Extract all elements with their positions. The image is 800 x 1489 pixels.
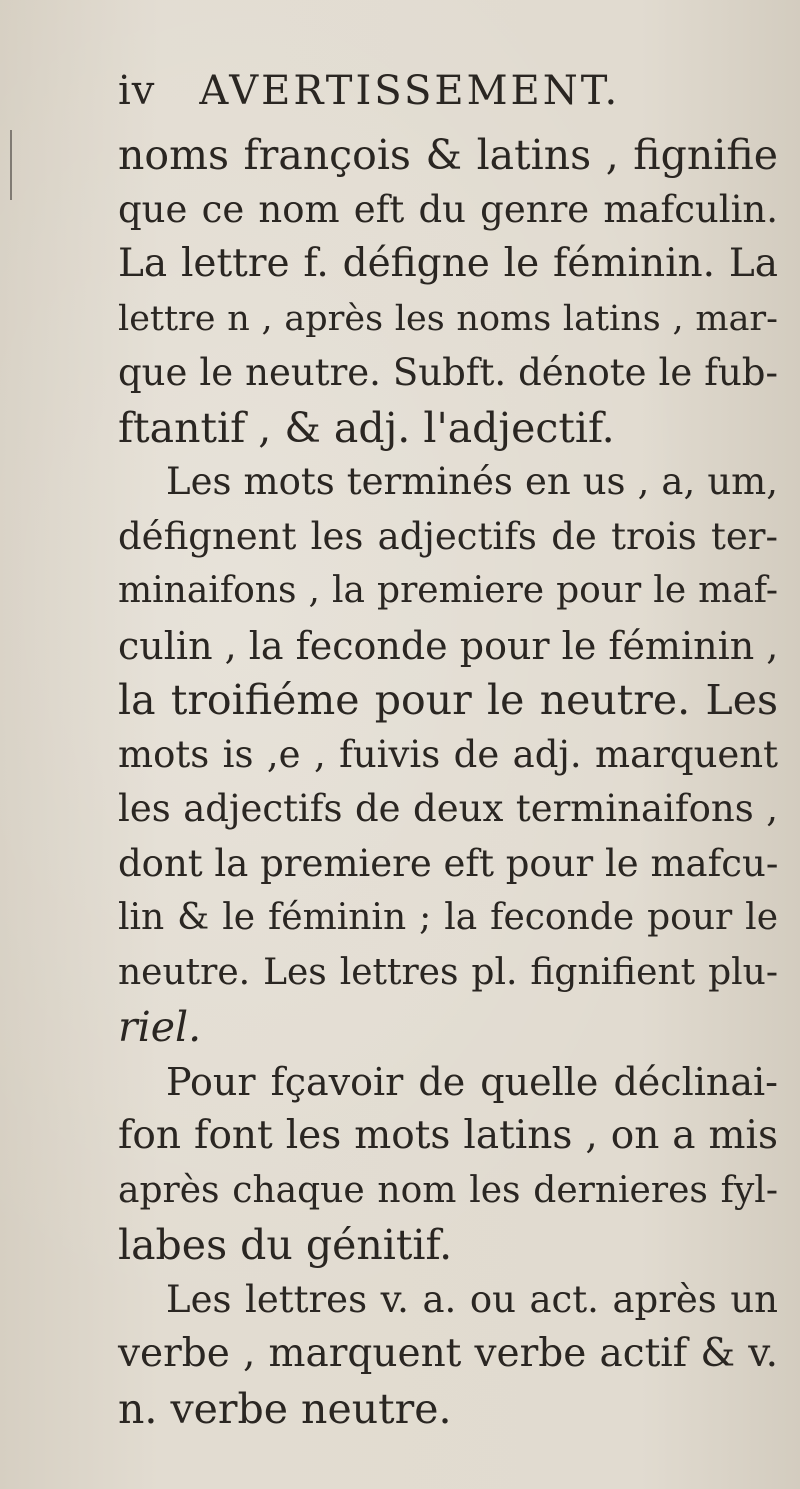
text-line: fon font les mots latins , on a mis	[118, 1113, 778, 1158]
text-line: défignent les adjectifs de trois ter-	[118, 514, 778, 558]
text-line: Les mots terminés en us , a, um,	[166, 460, 778, 503]
text-line: après chaque nom les dernieres fyl-	[118, 1169, 778, 1211]
text-line: Les lettres v. a. ou act. après un	[166, 1277, 778, 1321]
header-title: AVERTISSEMENT.	[199, 68, 621, 114]
text-line: culin , la feconde pour le féminin ,	[118, 623, 779, 668]
text-line: dont la premiere eft pour le mafcu-	[118, 841, 779, 885]
page-number: iv	[118, 68, 156, 114]
text-line: noms françois & latins , fignifie	[118, 131, 778, 179]
text-line: n. verbe neutre.	[118, 1384, 452, 1433]
text-line: que le neutre. Subft. dénote le fub-	[118, 351, 778, 394]
text-line: mots is ,e , fuivis de adj. marquent	[118, 732, 778, 776]
text-line: labes du génitif.	[118, 1221, 453, 1269]
text-line: lin & le féminin ; la feconde pour le	[118, 897, 778, 938]
text-line: la troifiéme pour le neutre. Les	[118, 676, 778, 724]
text-line: La lettre f. défigne le féminin. La	[118, 241, 778, 286]
margin-mark	[10, 130, 12, 200]
text-line: minaifons , la premiere pour le maf-	[118, 570, 778, 611]
text-line: que ce nom eft du genre mafculin.	[118, 187, 778, 231]
text-line: les adjectifs de deux terminaifons ,	[118, 787, 778, 830]
text-line: ftantif , & adj. l'adjectif.	[118, 403, 615, 452]
text-line: neutre. Les lettres pl. fignifient plu-	[118, 951, 778, 993]
text-line: riel.	[118, 1003, 202, 1051]
text-line: Pour fçavoir de quelle déclinai-	[166, 1059, 778, 1104]
body-text	[118, 128, 778, 1436]
text-line: verbe , marquent verbe actif & v.	[118, 1331, 778, 1376]
running-header	[118, 68, 620, 114]
text-line: lettre n , après les noms latins , mar-	[118, 298, 778, 339]
